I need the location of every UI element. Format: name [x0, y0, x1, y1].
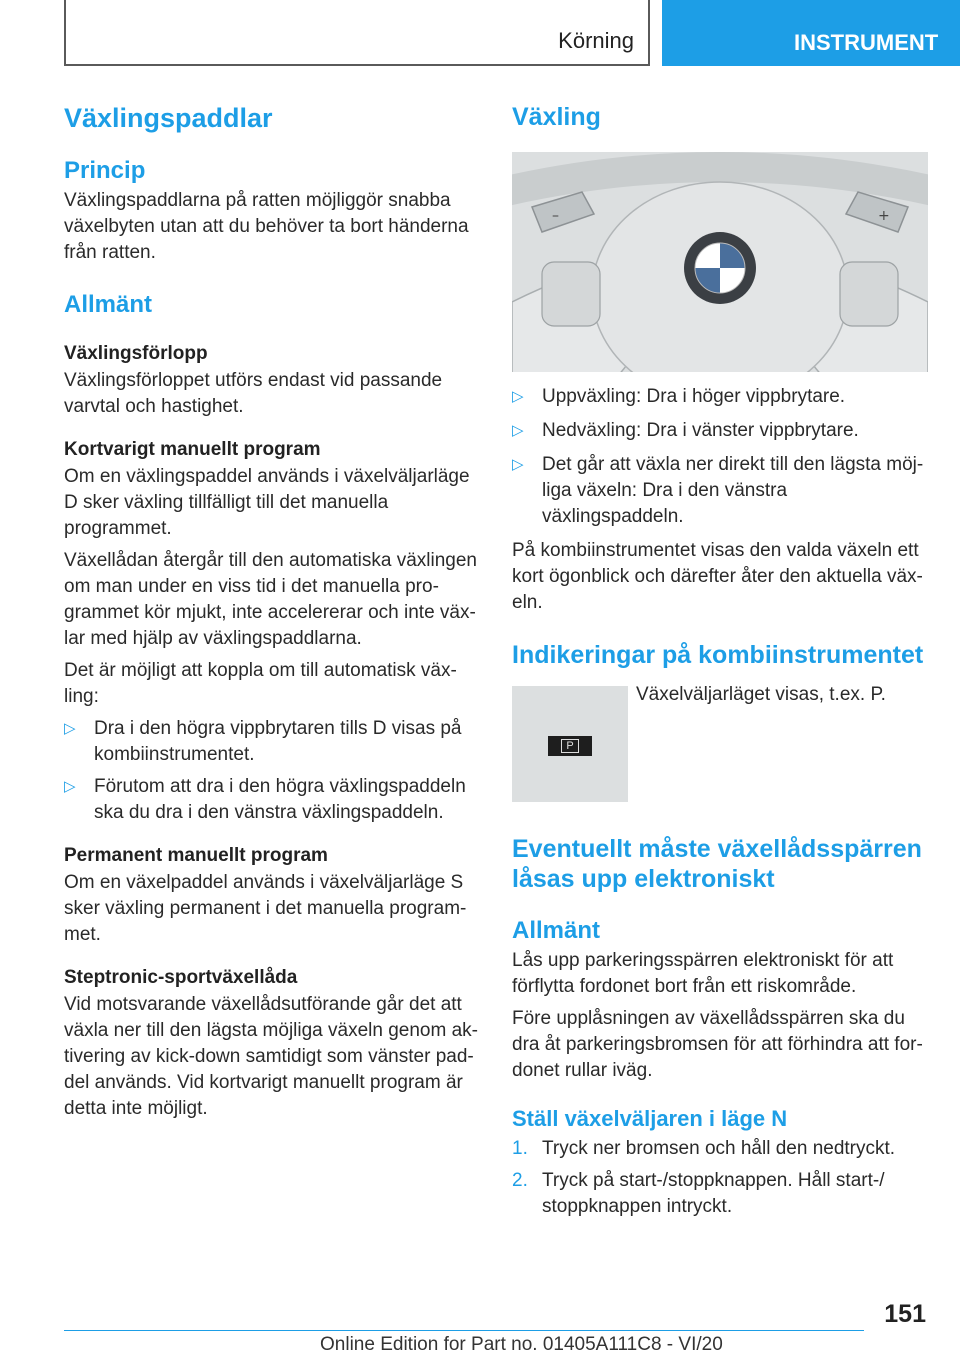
steering-wheel-icon	[512, 152, 928, 372]
neutral-steps	[512, 1136, 932, 1220]
shift-heading: Växling	[512, 103, 601, 131]
triangle-bullet-icon: ▷	[512, 422, 524, 439]
gear-display-image	[512, 686, 628, 802]
general-heading: Allmänt	[64, 291, 153, 318]
triangle-bullet-icon: ▷	[64, 720, 76, 737]
list-item: ▷ Förutom att dra i den högra växlingspaddeln ska du dra i den vänstra växlingspaddeln.	[64, 776, 466, 823]
unlock-heading: Eventuellt måste växellådsspärren låsas upp elektroniskt	[512, 835, 922, 893]
shift-text: På kombiinstrumentet visas den valda växeln ett kort ögonblick och därefter åter den aktuella väx-eln.	[512, 540, 923, 613]
triangle-bullet-icon: ▷	[64, 778, 76, 795]
edition-text: Online Edition for Part no. 01405A111C8 - VI/20	[320, 1334, 723, 1355]
chapter-tab	[64, 0, 650, 66]
proc-text: Växlingsförloppet utförs endast vid passande varvtal och hastighet.	[64, 370, 443, 417]
list-item: ▷ Nedväxling: Dra i vänster vippbrytare.	[512, 418, 932, 444]
principle-heading: Princip	[64, 157, 146, 184]
steering-wheel-image	[512, 152, 928, 372]
page-number: 151	[884, 1300, 926, 1328]
indicator-heading: Indikeringar på kombiinstrumentet	[512, 641, 924, 669]
page-header	[0, 0, 960, 66]
proc-heading: Växlingsförlopp	[64, 343, 208, 364]
svg-text:–: –	[552, 208, 559, 224]
section-tab: INSTRUMENT	[662, 0, 960, 66]
shift-list	[512, 384, 932, 530]
indicator-row	[512, 686, 932, 802]
svg-text:+: +	[878, 208, 890, 224]
short-program-text-3: Det är möjligt att koppla om till automatisk väx-ling:	[64, 660, 457, 707]
list-item: ▷ Det går att växla ner direkt till den lägsta möj-liga växeln: Dra i den vänstra växlingspaddeln.	[512, 454, 924, 527]
list-item: 2. Tryck på start-/stoppknappen. Håll start-/ stoppknappen intryckt.	[512, 1170, 885, 1217]
principle-text: Växlingspaddlarna på ratten möjliggör snabba växelbyten utan att du behöver ta bort händerna från ratten.	[64, 190, 469, 263]
permanent-program-heading: Permanent manuellt program	[64, 845, 328, 866]
gear-indicator-icon: P	[548, 736, 592, 756]
list-item: ▷ Dra i den högra vippbrytaren tills D visas på kombiinstrumentet.	[64, 718, 462, 765]
permanent-program-text: Om en växelpaddel används i växelväljarläge S sker växling permanent i det manuella program-met.	[64, 872, 467, 945]
unlock-general-text-1: Lås upp parkeringsspärren elektroniskt för att förflytta fordonet bort från ett riskområde.	[512, 950, 894, 997]
triangle-bullet-icon: ▷	[512, 456, 524, 473]
page-title: Växlingspaddlar	[64, 103, 273, 133]
neutral-heading: Ställ växelväljaren i läge N	[512, 1106, 788, 1131]
chapter-title: Körning	[558, 28, 634, 53]
list-item: 1. Tryck ner bromsen och håll den nedtryckt.	[512, 1138, 896, 1159]
steptronic-heading: Steptronic-sportväxellåda	[64, 967, 298, 988]
indicator-text: Växelväljarläget visas, t.ex. P.	[636, 684, 886, 705]
switch-back-list	[64, 716, 484, 826]
short-program-heading: Kortvarigt manuellt program	[64, 439, 321, 460]
right-column	[512, 100, 932, 1220]
short-program-text-1: Om en växlingspaddel används i växelväljarläge D sker växling tillfälligt till det manuella programmet.	[64, 466, 470, 539]
left-column	[64, 100, 484, 1122]
steptronic-text: Vid motsvarande växellådsutförande går det att växla ner till den lägsta möjliga växeln genom ak-tivering av kick-down samtidigt som vänster pad-del används. Vid kortvarigt manuellt program är detta inte möjligt.	[64, 994, 478, 1119]
short-program-text-2: Växellådan återgår till den automatiska växlingen om man under en viss tid i det manuella pro-grammet kör mjukt, inte accelererar och inte väx-lar med hjälp av växlingspaddlarna.	[64, 550, 477, 649]
list-item: ▷ Uppväxling: Dra i höger vippbrytare.	[512, 384, 932, 410]
unlock-general-text-2: Före upplåsningen av växellådsspärren ska du dra åt parkeringsbromsen för att förhindra att for-donet rullar iväg.	[512, 1008, 923, 1081]
footer-divider	[64, 1330, 864, 1331]
triangle-bullet-icon: ▷	[512, 388, 524, 405]
unlock-general-heading: Allmänt	[512, 917, 601, 944]
